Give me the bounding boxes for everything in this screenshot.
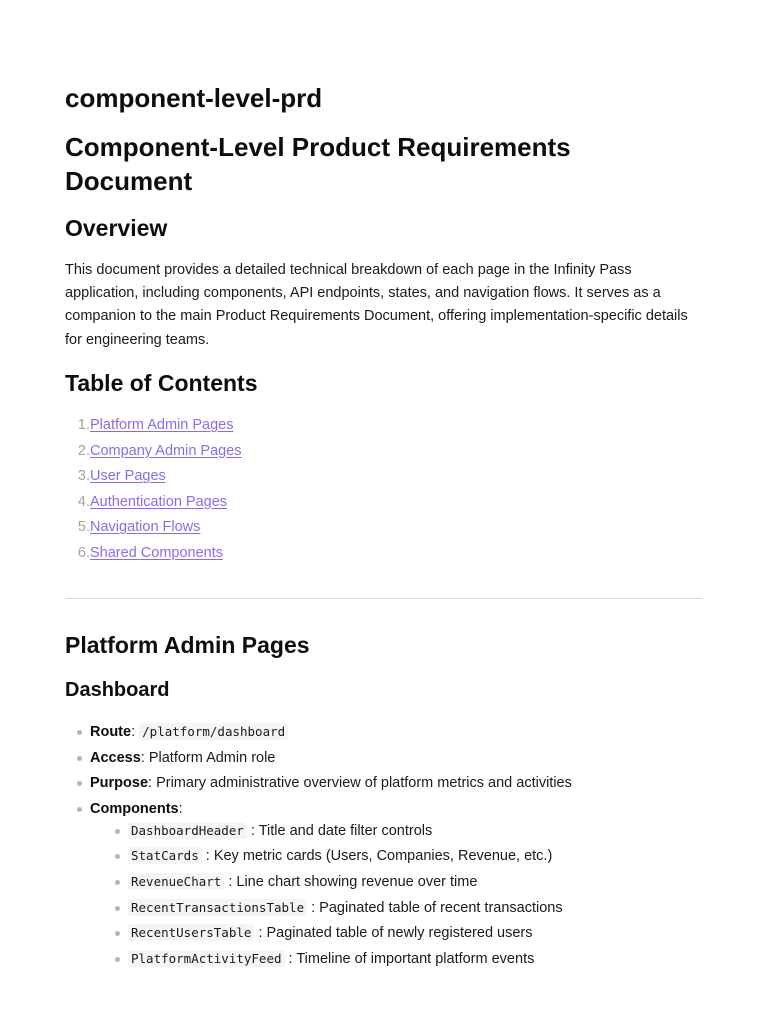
component-item (90, 871, 572, 897)
toc-item (65, 516, 242, 542)
toc-item (65, 542, 242, 568)
bullet-dot-icon (77, 756, 82, 761)
toc-item-number: 2. (77, 442, 90, 459)
component-item (90, 820, 572, 846)
component-description: : Paginated table of newly registered users (254, 925, 533, 942)
bullet-dot-icon (115, 880, 120, 885)
component-description: : Key metric cards (Users, Companies, Revenue, etc.) (201, 848, 553, 865)
components-suffix: : (178, 800, 183, 817)
toc-link-platform-admin-pages[interactable]: Platform Admin Pages (90, 417, 234, 433)
document-title: Component-Level Product Requirements Document (65, 132, 571, 196)
bullet-dot-icon (115, 854, 120, 859)
bullet-dot-icon (77, 730, 82, 735)
component-description: : Title and date filter controls (246, 822, 433, 839)
component-code: RecentTransactionsTable (128, 899, 307, 916)
component-description: : Paginated table of recent transactions (307, 899, 563, 916)
route-label: Route (90, 724, 132, 740)
bullet-dot-icon (77, 781, 82, 786)
bullet-dot-icon (115, 906, 120, 911)
component-code: StatCards (128, 847, 202, 864)
dashboard-details-list (65, 721, 572, 974)
toc-link-shared-components[interactable]: Shared Components (90, 544, 223, 561)
file-title: component-level-prd (65, 83, 323, 113)
toc-item-number: 1. (77, 417, 90, 433)
component-item (90, 897, 572, 923)
toc-list (65, 414, 242, 567)
toc-heading: Table of Contents (65, 370, 258, 396)
toc-item-number: 4. (77, 493, 90, 510)
overview-heading: Overview (65, 215, 168, 241)
toc-item (65, 465, 242, 491)
toc-link-user-pages[interactable]: User Pages (90, 468, 166, 484)
horizontal-divider (65, 598, 703, 599)
bullet-dot-icon (77, 807, 82, 812)
toc-item-number: 6. (77, 544, 90, 561)
toc-link-company-admin-pages[interactable]: Company Admin Pages (90, 442, 242, 459)
bullet-dot-icon (115, 957, 120, 962)
purpose-value: : Primary administrative overview of platform metrics and activities (148, 775, 572, 791)
toc-item-number: 5. (77, 519, 90, 535)
dashboard-heading: Dashboard (65, 679, 170, 701)
overview-paragraph: This document provides a detailed technical breakdown of each page in the Infinity Pass application, including components, API endpoints, states, and navigation flows. It serves as a companion to the main Product Requirements Document, offering implementation-specific details for engineering teams. (65, 262, 688, 348)
access-label: Access (90, 749, 141, 766)
list-item-components (65, 798, 572, 974)
toc-item (65, 491, 242, 517)
list-item-purpose (65, 772, 572, 798)
route-code: /platform/dashboard (139, 723, 288, 740)
access-value: : Platform Admin role (140, 749, 276, 766)
component-description: : Timeline of important platform events (284, 950, 535, 967)
toc-link-navigation-flows[interactable]: Navigation Flows (90, 519, 201, 535)
component-item (90, 922, 572, 948)
bullet-dot-icon (115, 829, 120, 834)
toc-item-number: 3. (77, 468, 90, 484)
components-list (90, 820, 572, 974)
component-item (90, 845, 572, 871)
component-code: DashboardHeader (128, 822, 247, 839)
component-code: RevenueChart (128, 873, 224, 890)
toc-item (65, 414, 242, 440)
component-code: PlatformActivityFeed (128, 950, 285, 967)
components-label: Components (90, 800, 179, 817)
toc-link-authentication-pages[interactable]: Authentication Pages (90, 493, 228, 510)
component-code: RecentUsersTable (128, 924, 254, 941)
platform-admin-heading: Platform Admin Pages (65, 632, 310, 658)
list-item-route: Route: /platform/dashboard (65, 721, 572, 747)
purpose-label: Purpose (90, 775, 149, 791)
component-description: : Line chart showing revenue over time (224, 873, 478, 890)
toc-item (65, 440, 242, 466)
component-item (90, 948, 572, 974)
list-item-access (65, 747, 572, 773)
bullet-dot-icon (115, 931, 120, 936)
